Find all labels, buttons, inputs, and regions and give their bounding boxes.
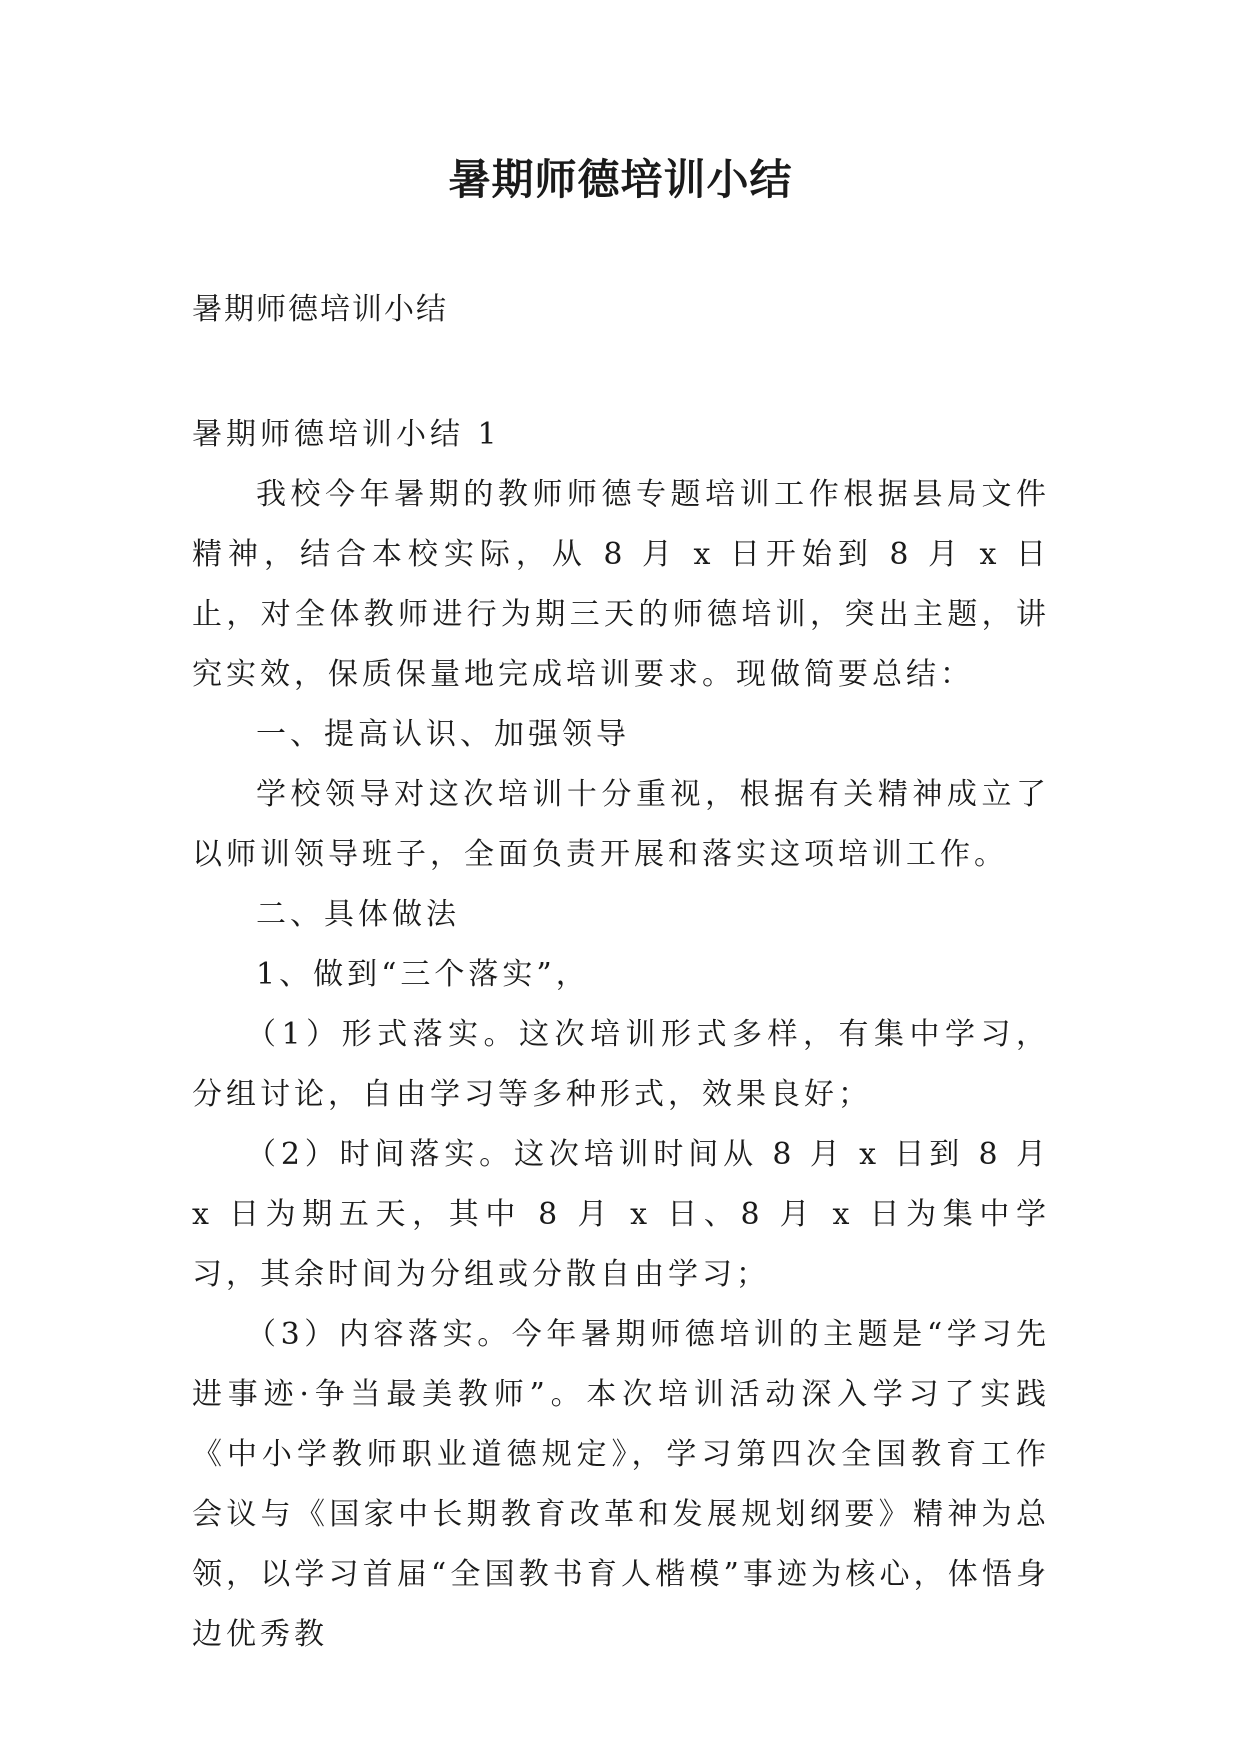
page-title: 暑期师德培训小结: [448, 155, 793, 204]
paragraph-content: （3）内容落实。今年暑期师德培训的主题是“学习先进事迹·争当最美教师”。本次培训活动深入学习了实践《中小学教师职业道德规定》，学习第四次全国教育工作会议与《国家中长期教育改革和发展规划纲要》精神为总领，以学习首届“全国教书育人楷模”事迹为核心，体悟身边优秀教: [192, 1317, 1050, 1652]
document-subtitle: 暑期师德培训小结: [192, 292, 448, 327]
section-heading: 暑期师德培训小结 1: [192, 417, 501, 452]
paragraph-intro: 我校今年暑期的教师师德专题培训工作根据县局文件精神，结合本校实际，从 8 月 x 日开始到 8 月 x 日止，对全体教师进行为期三天的师德培训，突出主题，讲究实效，保质保量地完成培训要求。现做简要总结：: [192, 477, 1050, 692]
paragraph-leadership: 学校领导对这次培训十分重视，根据有关精神成立了以师训领导班子，全面负责开展和落实这项培训工作。: [192, 777, 1050, 872]
heading-raise-awareness: 一、提高认识、加强领导: [256, 717, 630, 752]
paragraph-time: （2）时间落实。这次培训时间从 8 月 x 日到 8 月 x 日为期五天，其中 8 月 x 日、8 月 x 日为集中学习，其余时间为分组或分散自由学习；: [192, 1137, 1050, 1292]
document-body: [192, 405, 1050, 1665]
heading-three-implementations: 1、做到“三个落实”，: [256, 957, 590, 992]
heading-specific-methods: 二、具体做法: [256, 897, 460, 932]
paragraph-form: （1）形式落实。这次培训形式多样，有集中学习，分组讨论，自由学习等多种形式，效果良好；: [192, 1017, 1050, 1112]
